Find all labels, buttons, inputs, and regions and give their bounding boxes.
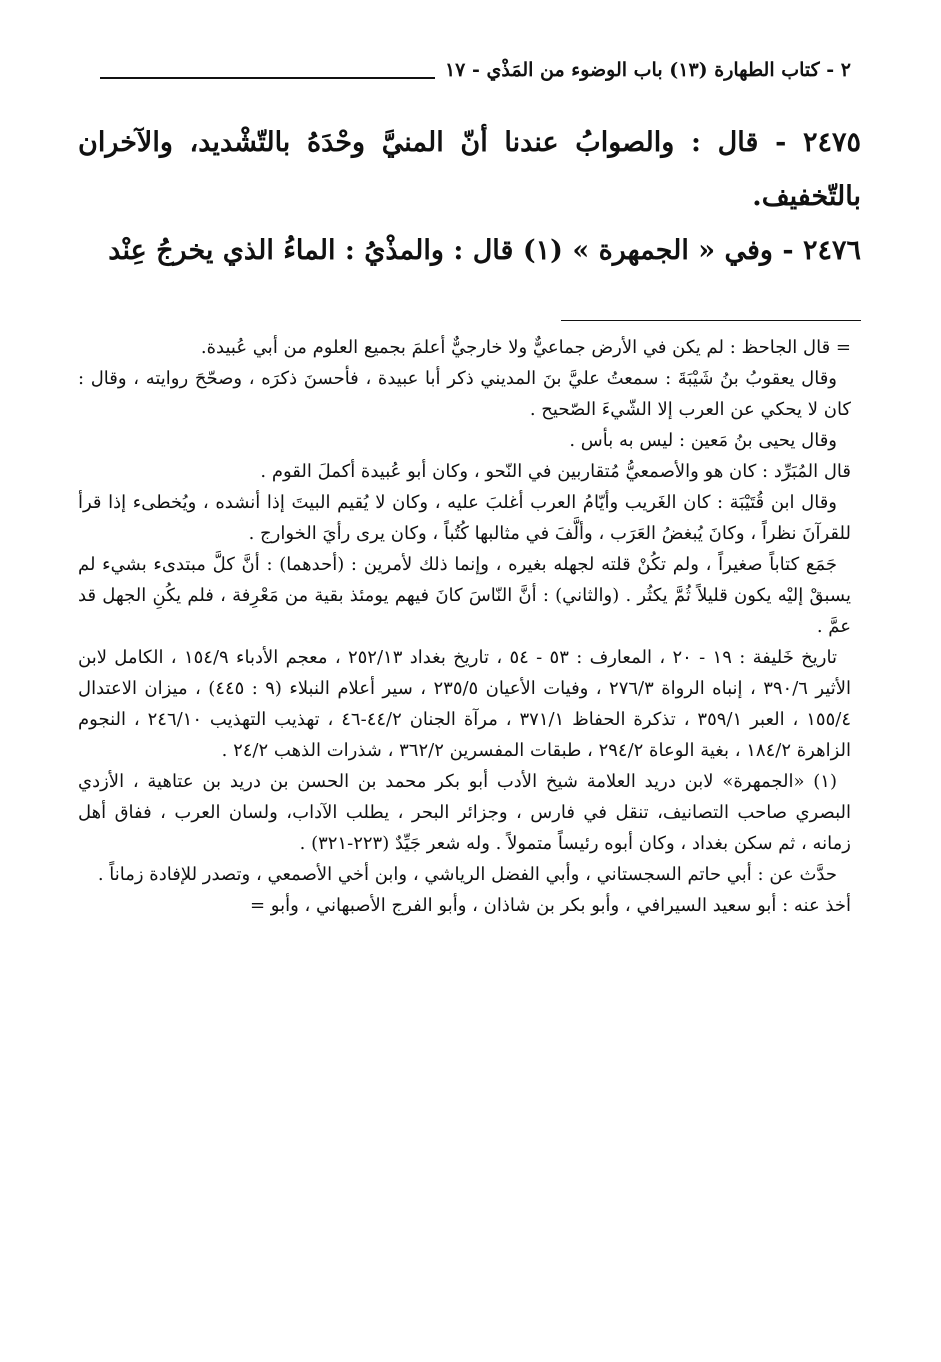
paragraph-2476: ٢٤٧٦ - وفي « الجمهرة » (١) قال : والمذْيُ : الماءُ الذي يخرجُ عِنْد [108,235,861,266]
header-rule [100,77,435,79]
footnote-line: وقال ابن قُتَيْبَة : كان الغَريب وأيّامُ العرب أغلبَ عليه ، وكان لا يُقيم البيتَ إذا أنشده ، ويُخطىء إذا قرأ للقرآنَ نظراً ، وكانَ يُبغضُ العَرَب ، وألَّفَ في مثالبها كُتُباً ، وكان يرى رأيَ الخوارج . [78,492,851,544]
footnote-line: حدَّث عن : أبي حاتم السجستاني ، وأبي الفضل الرياشي ، وابن أخي الأصمعي ، وتصدر للإفادة زماناً . [97,864,837,885]
footnote-line: قال المُبَرِّد : كان هو والأصمعيُّ مُتقاربين في النّحو ، وكان أبو عُبيدة أكملَ القوم . [260,461,851,482]
main-text [78,116,861,278]
footnote-line: وقال يعقوبُ بنُ شَيْبَةَ : سمعتُ عليَّ بنَ المديني ذكر أبا عبيدة ، فأحسنَ ذكرَه ، وصحّحَ روايته ، وقال : كان لا يحكي عن العرب إلا الشّيءَ الصّحيح . [78,368,851,420]
running-title: ٢ - كتاب الطهارة (١٣) باب الوضوء من المَذْي - ١٧ [444,59,851,81]
footnote-line: وقال يحيى بنُ مَعين : ليس به بأس . [569,430,837,451]
footnote-line: = قال الجاحظ : لم يكن في الأرض جماعيٌّ ولا خارجيٌّ أعلمَ بجميع العلوم من أبي عُبيدة. [200,337,851,358]
footnote-line: جَمَع كتاباً صغيراً ، ولم تكُنْ قلته لجهله بغيره ، وإنما ذلك لأمرين : (أحدهما) : أنَّ كلَّ مبتدىء بشيء لم يسبقْ إليْه يكون قليلاً ثُمَّ يكثُر . (والثاني) : أنَّ النّاسَ كانَ فيهم يومئذ بقية من مَعْرِفة ، فلم يكُنِ الجهل قد عمَّ . [78,554,851,637]
footnote-separator [561,320,861,321]
footnotes [78,332,851,921]
page-header [100,52,851,82]
paragraph-2475: ٢٤٧٥ - قال : والصوابُ عندنا أنّ المنيَّ وحْدَهُ بالتّشْديد، والآخران بالتّخفيف. [78,127,861,212]
footnote-1: (١) «الجمهرة» لابن دريد العلامة شيخ الأدب أبو بكر محمد بن الحسن بن دريد بن عتاهية ، الأزدي البصري صاحب التصانيف، تنقل في فارس ، وجزائر البحر ، يطلب الآداب، ولسان العرب ، ففاق أهل زمانه ، ثم سكن بغداد ، وكان أبوه رئيساً متمولاً . وله شعر جَيِّدٌ (٢٢٣-٣٢١) . [78,771,851,854]
footnote-line: أخذ عنه : أبو سعيد السيرافي ، وأبو بكر بن شاذان ، وأبو الفرج الأصبهاني ، وأبو = [249,895,851,916]
references: تاريخ خَليفة : ١٩ - ٢٠ ، المعارف : ٥٣ - ٥٤ ، تاريخ بغداد ٢٥٢/١٣ ، معجم الأدباء ١٥٤/٩ ، الكامل لابن الأثير ٣٩٠/٦ ، إنباه الرواة ٢٧٦/٣ ، وفيات الأعيان ٢٣٥/٥ ، سير أعلام النبلاء (٩ : ٤٤٥) ، ميزان الاعتدال ١٥٥/٤ ، العبر ٣٥٩/١ ، تذكرة الحفاظ ٣٧١/١ ، مرآة الجنان ٤٤/٢-٤٦ ، تهذيب التهذيب ٢٤٦/١٠ ، النجوم الزاهرة ١٨٤/٢ ، بغية الوعاة ٢٩٤/٢ ، طبقات المفسرين ٣٦٢/٢ ، شذرات الذهب ٢٤/٢ . [78,647,851,761]
